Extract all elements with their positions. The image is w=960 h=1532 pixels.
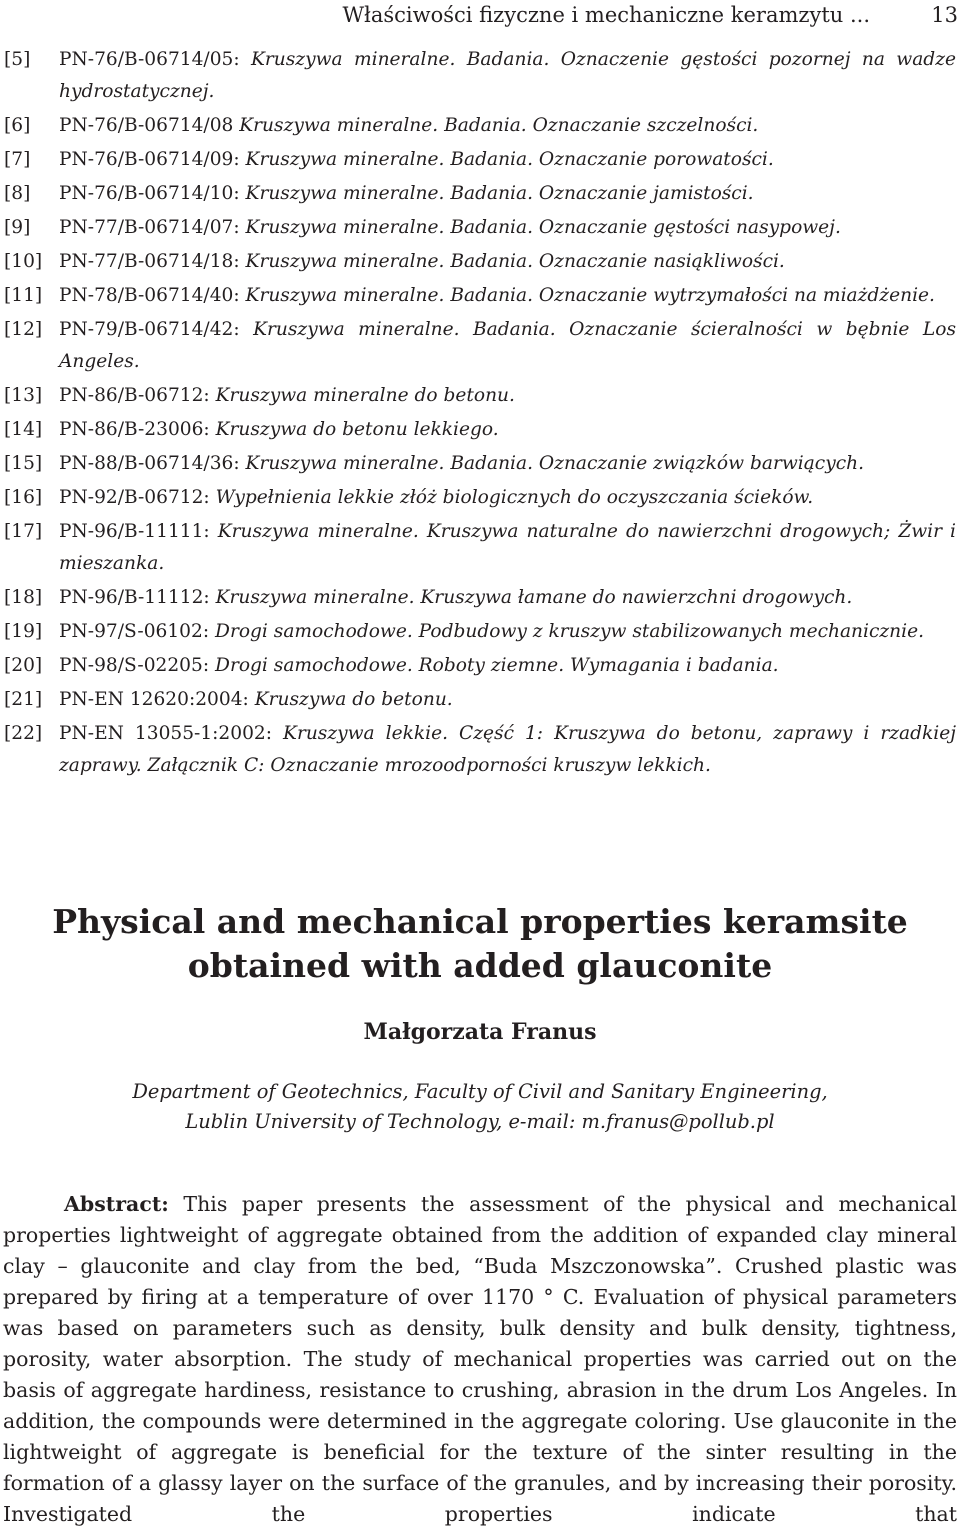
reference-title: Kruszywa mineralne do betonu. xyxy=(215,385,515,406)
reference-body xyxy=(59,718,956,782)
reference-item xyxy=(4,280,956,312)
reference-list xyxy=(4,44,956,784)
reference-number: [11] xyxy=(4,285,43,306)
reference-number: [13] xyxy=(4,385,43,406)
reference-body xyxy=(59,178,956,210)
reference-standard-code: PN-97/S-06102: xyxy=(59,621,210,642)
reference-title: Kruszywa do betonu. xyxy=(254,689,453,710)
reference-title: Kruszywa mineralne. Kruszywa łamane do nawierzchni drogowych. xyxy=(215,587,853,608)
reference-number: [10] xyxy=(4,251,43,272)
reference-body xyxy=(59,144,956,176)
reference-title: Drogi samochodowe. Roboty ziemne. Wymagania i badania. xyxy=(215,655,779,676)
reference-number: [6] xyxy=(4,115,31,136)
reference-standard-code: PN-79/B-06714/42: xyxy=(59,319,240,340)
reference-body xyxy=(59,280,956,312)
reference-number: [19] xyxy=(4,621,43,642)
reference-number: [9] xyxy=(4,217,31,238)
reference-title: Kruszywa mineralne. Badania. Oznaczanie gęstości nasypowej. xyxy=(245,217,841,238)
reference-standard-code: PN-EN 13055-1:2002: xyxy=(59,723,273,744)
reference-item xyxy=(4,718,956,782)
reference-body xyxy=(59,482,956,514)
running-head xyxy=(0,0,958,32)
reference-title: Kruszywa mineralne. Badania. Oznaczanie jamistości. xyxy=(245,183,754,204)
reference-title: Kruszywa mineralne. Badania. Oznaczanie szczelności. xyxy=(239,115,759,136)
reference-item xyxy=(4,246,956,278)
reference-body xyxy=(59,314,956,378)
reference-title: Kruszywa lekkie. Część 1: Kruszywa do betonu, zaprawy i rzadkiej zaprawy. Załącznik C: Oznaczanie mrozoodporności kruszyw lekkich. xyxy=(59,723,956,776)
reference-number: [17] xyxy=(4,521,43,542)
reference-item xyxy=(4,414,956,446)
reference-title: Kruszywa mineralne. Badania. Oznaczenie gęstości pozornej na wadze hydrostatycznej. xyxy=(59,49,957,102)
reference-item xyxy=(4,684,956,716)
abstract-text: This paper presents the assessment of the physical and mechanical properties lightweight of aggregate obtained from the addition of expanded clay mineral clay – glauconite and clay from the bed, “Buda Mszczonowska”. Crushed plastic was prepared by firing at a temperature of over 1170 ° C. Evaluation of physical parameters was based on parameters such as density, bulk density and bulk density, tightness, porosity, water absorption. The study of mechanical properties was carried out on the basis of aggregate hardiness, resistance to crushing, abrasion in the drum Los Angeles. In addition, the compounds were determined in the aggregate coloring. Use glauconite in the lightweight of aggregate is beneficial for the texture of the sinter resulting in the formation of a glassy layer on the surface of the granules, and by increasing their porosity. Investigated the properties indicate that xyxy=(3,1192,957,1526)
reference-standard-code: PN-88/B-06714/36: xyxy=(59,453,240,474)
reference-number: [18] xyxy=(4,587,43,608)
abstract xyxy=(3,1189,957,1530)
reference-standard-code: PN-86/B-06712: xyxy=(59,385,210,406)
reference-number: [22] xyxy=(4,723,43,744)
article-title-line-2: obtained with added glauconite xyxy=(187,946,773,985)
reference-standard-code: PN-96/B-11111: xyxy=(59,521,210,542)
reference-body xyxy=(59,448,956,480)
reference-item xyxy=(4,44,956,108)
reference-standard-code: PN-98/S-02205: xyxy=(59,655,210,676)
reference-item xyxy=(4,482,956,514)
reference-title: Kruszywa mineralne. Badania. Oznaczanie wytrzymałości na miażdżenie. xyxy=(245,285,935,306)
reference-item xyxy=(4,144,956,176)
reference-standard-code: PN-96/B-11112: xyxy=(59,587,210,608)
reference-body xyxy=(59,380,956,412)
reference-title: Kruszywa mineralne. Badania. Oznaczanie związków barwiących. xyxy=(245,453,864,474)
reference-standard-code: PN-78/B-06714/40: xyxy=(59,285,240,306)
reference-title: Wypełnienia lekkie złóż biologicznych do oczyszczania ścieków. xyxy=(215,487,814,508)
reference-item xyxy=(4,110,956,142)
running-head-title: Właściwości fizyczne i mechaniczne keramzytu ... xyxy=(342,3,870,27)
reference-item xyxy=(4,178,956,210)
reference-standard-code: PN-EN 12620:2004: xyxy=(59,689,249,710)
reference-item xyxy=(4,314,956,378)
author-name: Małgorzata Franus xyxy=(363,1019,597,1045)
reference-standard-code: PN-76/B-06714/08 xyxy=(59,115,234,136)
reference-item xyxy=(4,212,956,244)
reference-standard-code: PN-76/B-06714/10: xyxy=(59,183,240,204)
reference-item xyxy=(4,448,956,480)
article-title xyxy=(0,900,960,988)
reference-number: [14] xyxy=(4,419,43,440)
reference-title: Kruszywa mineralne. Badania. Oznaczanie ścieralności w bębnie Los Angeles. xyxy=(59,319,956,372)
reference-number: [7] xyxy=(4,149,31,170)
affiliation-line-2: Lublin University of Technology, e-mail: m.franus@pollub.pl xyxy=(185,1110,775,1133)
reference-item xyxy=(4,616,956,648)
reference-body xyxy=(59,582,956,614)
reference-body xyxy=(59,110,956,142)
reference-standard-code: PN-77/B-06714/18: xyxy=(59,251,240,272)
reference-body xyxy=(59,414,956,446)
reference-item xyxy=(4,650,956,682)
reference-body xyxy=(59,684,956,716)
reference-item xyxy=(4,380,956,412)
reference-standard-code: PN-76/B-06714/05: xyxy=(59,49,240,70)
reference-standard-code: PN-92/B-06712: xyxy=(59,487,210,508)
reference-title: Kruszywa do betonu lekkiego. xyxy=(215,419,499,440)
affiliation-line-1: Department of Geotechnics, Faculty of Civil and Sanitary Engineering, xyxy=(132,1080,828,1103)
reference-number: [20] xyxy=(4,655,43,676)
page-number: 13 xyxy=(931,3,958,27)
abstract-label: Abstract: xyxy=(64,1192,169,1216)
reference-item xyxy=(4,516,956,580)
reference-standard-code: PN-86/B-23006: xyxy=(59,419,210,440)
reference-standard-code: PN-77/B-06714/07: xyxy=(59,217,240,238)
article-title-line-1: Physical and mechanical properties keramsite xyxy=(52,902,908,941)
reference-title: Drogi samochodowe. Podbudowy z kruszyw stabilizowanych mechanicznie. xyxy=(215,621,925,642)
reference-number: [8] xyxy=(4,183,31,204)
reference-number: [12] xyxy=(4,319,43,340)
reference-body xyxy=(59,246,956,278)
reference-title: Kruszywa mineralne. Kruszywa naturalne do nawierzchni drogowych; Żwir i mieszanka. xyxy=(59,521,956,574)
reference-number: [15] xyxy=(4,453,43,474)
reference-body xyxy=(59,650,956,682)
reference-number: [16] xyxy=(4,487,43,508)
reference-title: Kruszywa mineralne. Badania. Oznaczanie nasiąkliwości. xyxy=(245,251,785,272)
reference-body xyxy=(59,212,956,244)
reference-body xyxy=(59,44,956,108)
reference-item xyxy=(4,582,956,614)
reference-number: [21] xyxy=(4,689,43,710)
reference-title: Kruszywa mineralne. Badania. Oznaczanie porowatości. xyxy=(245,149,774,170)
reference-number: [5] xyxy=(4,49,31,70)
reference-body xyxy=(59,616,956,648)
author-affiliation xyxy=(0,1077,960,1137)
reference-standard-code: PN-76/B-06714/09: xyxy=(59,149,240,170)
reference-body xyxy=(59,516,956,580)
